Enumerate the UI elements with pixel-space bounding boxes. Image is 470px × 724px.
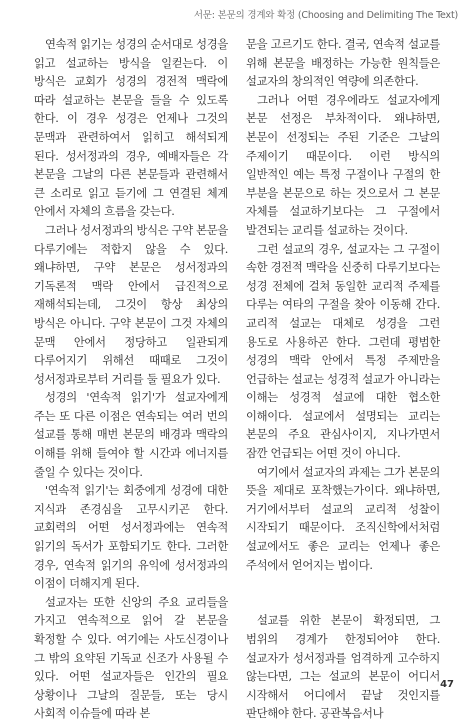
section-gap <box>246 594 440 613</box>
paragraph: 그런 설교의 경우, 설교자는 그 구절이 속한 경전적 맥락을 신중히 다루기보다는 성경 전체에 걸쳐 동일한 교리적 주제를 다루는 여타의 구절을 찾아 이동해 간다. 교리적 설교는 대체로 성경을 그런 용도로 사용하곤 한다. 그런데 평범한 성경의 맥락 안에서 특정 주제만을 언급하는 설교는 성경적 설교가 아니라는 이해는 성경적 설교에 대한 협소한 이해이다. 설교에서 설명되는 교리는 본문의 주요 관심사이지, 지나가면서 잠깐 언급되는 어떤 것이 아니다. <box>246 242 440 461</box>
paragraph: '연속적 읽기'는 회중에게 성경에 대한 지식과 존경심을 고무시키곤 한다. 교회력의 어떤 성서정과에는 연속적 읽기의 독서가 포함되기도 한다. 그러한 경우, 연속적 읽기의 유익에 성서정과의 이점이 더해지게 된다. <box>34 484 228 591</box>
left-column <box>34 36 228 724</box>
paragraph: 설교를 위한 본문이 확정되면, 그 범위의 경계가 한정되어야 한다. 설교자가 성서정과를 엄격하게 고수하지 않는다면, 그는 설교의 본문이 어디서 시작해서 어디에서 끝날 것인지를 판단해야 한다. 공관복음서나 <box>246 614 440 721</box>
running-header: 서문: 본문의 경계와 확정 (Choosing and Delimiting The Text) <box>193 10 458 21</box>
paragraph: 설교자는 또한 신앙의 주요 교리들을 가지고 연속적으로 읽어 갈 본문을 확정할 수 있다. 여기에는 사도신경이나 그 밖의 요약된 기독교 신조가 사용될 수 있다. 어떤 설교자들은 인간의 필요 상황이나 그날의 질문들, 또는 당시 사회적 이슈들에 따라 본 <box>34 595 228 721</box>
right-column <box>246 36 440 724</box>
paragraph: 문을 고르기도 한다. 결국, 연속적 설교를 위해 본문을 배정하는 가능한 원칙들은 설교자의 창의적인 역량에 의존한다. <box>246 38 440 89</box>
paragraph: 여기에서 설교자의 과제는 그가 본문의 뜻을 제대로 포착했는가이다. 왜냐하면, 거기에서부터 설교의 교리적 성찰이 시작되기 때문이다. 조직신학에서처럼 설교에서도 좋은 교리는 언제나 좋은 주석에서 얻어지는 법이다. <box>246 465 440 572</box>
paragraph: 연속적 읽기는 성경의 순서대로 성경을 읽고 설교하는 방식을 일컫는다. 이 방식은 교회가 성경의 경전적 맥락에 따라 설교하는 본문을 들을 수 있도록 한다. 이 경우 성경은 언제나 그것의 문맥과 관련하여서 읽히고 해석되게 된다. 성서정과의 경우, 예배자들은 각 본문을 그날의 다른 본문들과 관련해서 큰 소리로 읽고 듣기에 그 연결된 체계 안에서 자체의 흐름을 갖는다. <box>34 38 228 219</box>
paragraph: 그러나 어떤 경우에라도 설교자에게 본문 선정은 부차적이다. 왜냐하면, 본문이 선정되는 주된 기준은 그날의 주제이기 때문이다. 이런 방식의 일반적인 예는 특정 구절이나 구절의 한 부분을 본문으로 하는 것으로서 그 본문 자체를 설교하기보다는 그 구절에서 발견되는 교리를 설교하는 것이다. <box>246 93 440 237</box>
page-number: 47 <box>440 679 454 690</box>
paragraph: 성경의 '연속적 읽기'가 설교자에게 주는 또 다른 이점은 연속되는 여러 번의 설교를 통해 매번 본문의 배경과 맥락의 이해를 위해 들여야 할 시간과 에너지를 줄일 수 있다는 것이다. <box>34 391 228 479</box>
paragraph: 그러나 성서정과의 방식은 구약 본문을 다루기에는 적합지 않을 수 있다. 왜냐하면, 구약 본문은 성서정과의 기독론적 맥락 안에서 급진적으로 재해석되는데, 그것이 항상 최상의 방식은 아니다. 구약 본문이 그것 자체의 문맥 안에서 정당하고 일관되게 다루어지기 위해선 때때로 그것이 성서정과로부터 거리를 둘 필요가 있다. <box>34 223 228 386</box>
section-gap <box>246 575 440 594</box>
